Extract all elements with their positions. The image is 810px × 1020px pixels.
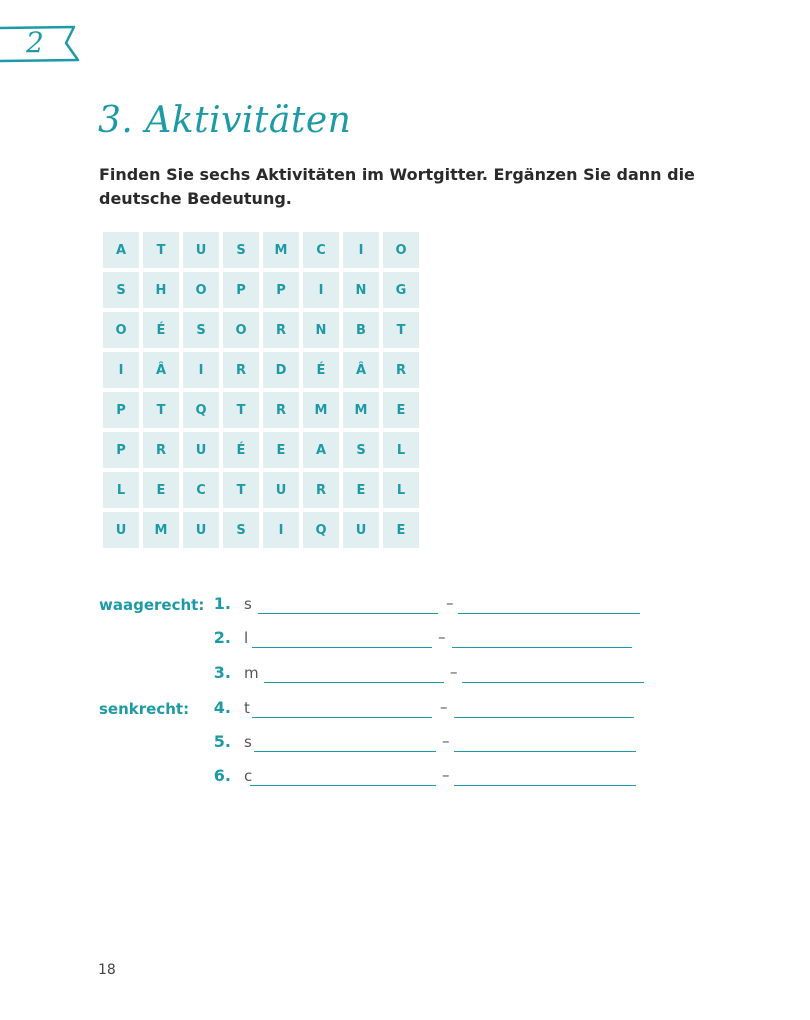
- grid-cell: U: [183, 432, 219, 468]
- grid-cell: S: [343, 432, 379, 468]
- grid-cell: T: [143, 392, 179, 428]
- grid-cell: R: [223, 352, 259, 388]
- grid-cell: É: [303, 352, 339, 388]
- grid-cell: M: [343, 392, 379, 428]
- dash-separator: –: [442, 766, 450, 784]
- french-answer-field[interactable]: [252, 717, 432, 718]
- french-answer-field[interactable]: [250, 785, 436, 786]
- grid-cell: P: [103, 392, 139, 428]
- grid-cell: M: [263, 232, 299, 268]
- grid-cell: O: [383, 232, 419, 268]
- german-answer-field[interactable]: [454, 785, 636, 786]
- german-answer-field[interactable]: [462, 682, 644, 683]
- grid-cell: E: [143, 472, 179, 508]
- grid-cell: U: [263, 472, 299, 508]
- grid-cell: E: [383, 512, 419, 548]
- item-number: 2.: [213, 628, 231, 647]
- grid-cell: M: [303, 392, 339, 428]
- start-letter: c: [244, 767, 253, 785]
- grid-cell: Â: [143, 352, 179, 388]
- start-letter: s: [244, 733, 252, 751]
- grid-cell: H: [143, 272, 179, 308]
- grid-cell: R: [263, 312, 299, 348]
- grid-cell: U: [183, 232, 219, 268]
- grid-cell: I: [343, 232, 379, 268]
- answer-row: [0, 628, 810, 652]
- grid-cell: O: [223, 312, 259, 348]
- grid-cell: R: [383, 352, 419, 388]
- grid-cell: S: [103, 272, 139, 308]
- grid-cell: E: [263, 432, 299, 468]
- grid-cell: E: [383, 392, 419, 428]
- french-answer-field[interactable]: [258, 613, 438, 614]
- start-letter: t: [244, 699, 250, 717]
- grid-cell: S: [223, 512, 259, 548]
- grid-cell: Q: [183, 392, 219, 428]
- german-answer-field[interactable]: [458, 613, 640, 614]
- grid-cell: L: [383, 432, 419, 468]
- horizontal-label: waagerecht:: [99, 596, 205, 614]
- start-letter: s: [244, 595, 252, 613]
- grid-cell: M: [143, 512, 179, 548]
- grid-cell: T: [223, 472, 259, 508]
- grid-cell: R: [143, 432, 179, 468]
- grid-cell: C: [303, 232, 339, 268]
- start-letter: m: [244, 664, 259, 682]
- grid-cell: I: [303, 272, 339, 308]
- section-title: 3. Aktivitäten: [98, 100, 352, 141]
- german-answer-field[interactable]: [452, 647, 632, 648]
- grid-cell: A: [303, 432, 339, 468]
- chapter-number: 2: [26, 26, 44, 59]
- answer-row: [0, 663, 810, 687]
- grid-cell: C: [183, 472, 219, 508]
- grid-cell: R: [303, 472, 339, 508]
- item-number: 6.: [213, 766, 231, 785]
- dash-separator: –: [438, 628, 446, 646]
- grid-cell: B: [343, 312, 379, 348]
- grid-cell: T: [143, 232, 179, 268]
- grid-cell: T: [383, 312, 419, 348]
- word-grid: [103, 232, 419, 548]
- grid-cell: N: [343, 272, 379, 308]
- answer-row: [0, 732, 810, 756]
- grid-cell: S: [223, 232, 259, 268]
- grid-cell: U: [343, 512, 379, 548]
- grid-cell: P: [103, 432, 139, 468]
- item-number: 3.: [213, 663, 231, 682]
- grid-cell: E: [343, 472, 379, 508]
- grid-cell: P: [263, 272, 299, 308]
- grid-cell: D: [263, 352, 299, 388]
- dash-separator: –: [440, 698, 448, 716]
- grid-cell: É: [223, 432, 259, 468]
- grid-cell: L: [383, 472, 419, 508]
- instructions-text: Finden Sie sechs Aktivitäten im Wortgitter. Ergänzen Sie dann die deutsche Bedeutung.: [99, 165, 695, 208]
- grid-cell: Â: [343, 352, 379, 388]
- french-answer-field[interactable]: [264, 682, 444, 683]
- grid-cell: G: [383, 272, 419, 308]
- answer-row: [0, 766, 810, 790]
- grid-cell: T: [223, 392, 259, 428]
- grid-cell: Q: [303, 512, 339, 548]
- item-number: 1.: [213, 594, 231, 613]
- answer-row: [0, 594, 810, 618]
- vertical-label: senkrecht:: [99, 700, 190, 718]
- chapter-tab: [0, 24, 86, 64]
- grid-cell: O: [183, 272, 219, 308]
- grid-cell: U: [103, 512, 139, 548]
- grid-cell: I: [183, 352, 219, 388]
- grid-cell: N: [303, 312, 339, 348]
- grid-cell: É: [143, 312, 179, 348]
- grid-cell: O: [103, 312, 139, 348]
- dash-separator: –: [450, 663, 458, 681]
- dash-separator: –: [446, 594, 454, 612]
- grid-cell: I: [263, 512, 299, 548]
- german-answer-field[interactable]: [454, 717, 634, 718]
- grid-cell: P: [223, 272, 259, 308]
- grid-cell: A: [103, 232, 139, 268]
- answer-row: [0, 698, 810, 722]
- dash-separator: –: [442, 732, 450, 750]
- grid-cell: I: [103, 352, 139, 388]
- grid-cell: S: [183, 312, 219, 348]
- item-number: 4.: [213, 698, 231, 717]
- item-number: 5.: [213, 732, 231, 751]
- german-answer-field[interactable]: [454, 751, 636, 752]
- start-letter: l: [244, 629, 249, 647]
- grid-cell: U: [183, 512, 219, 548]
- grid-cell: L: [103, 472, 139, 508]
- french-answer-field[interactable]: [254, 751, 436, 752]
- page-number: 18: [98, 962, 116, 978]
- grid-cell: R: [263, 392, 299, 428]
- french-answer-field[interactable]: [252, 647, 432, 648]
